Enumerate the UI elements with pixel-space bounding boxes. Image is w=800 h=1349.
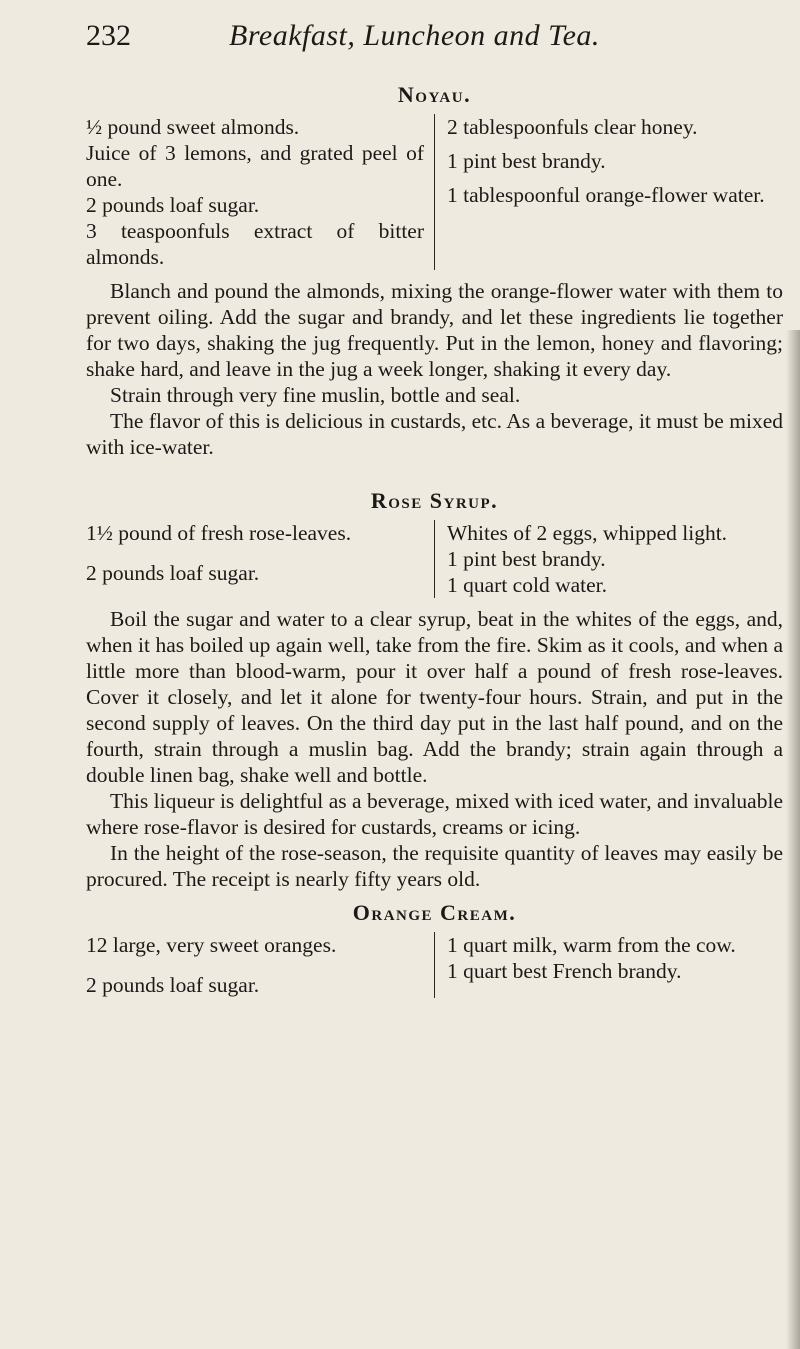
ingredient-item: 1 tablespoonful orange-flower water. [447, 183, 765, 207]
ingredients-right-column [434, 520, 783, 598]
ingredient-item: Whites of 2 eggs, whipped light. [447, 521, 728, 545]
instruction-paragraph: Blanch and pound the almonds, mixing the orange-flower water with them to prevent oiling. Add the sugar and brandy, and let these ingredients lie together for two days, shaking the jug frequently. Put in the lemon, honey and flavoring; shake hard, and leave in the jug a week longer, shaking it every day. [86, 279, 783, 381]
ingredient-item: 2 pounds loaf sugar. [86, 193, 260, 217]
ingredient-item: 1 pint best brandy. [447, 149, 606, 173]
ingredients-list [86, 114, 783, 270]
instruction-paragraph: Boil the sugar and water to a clear syrup, beat in the whites of the eggs, and, when it has boiled up again well, take from the fire. Skim as it cools, and when a little more than blood-warm, pour it over half a pound of fresh rose-leaves. Cover it closely, and let it alone for twenty-four hours. Strain, and put in the second supply of leaves. On the third day put in the last half pound, and on the fourth, strain through a muslin bag. Add the brandy; strain again through a double linen bag, shake well and bottle. [86, 607, 783, 787]
ingredients-list [86, 932, 783, 998]
ingredient-item: 1 quart milk, warm from the cow. [447, 933, 736, 957]
page-number: 232 [86, 19, 131, 52]
ingredient-item: 2 tablespoonfuls clear honey. [447, 115, 698, 139]
ingredients-right-column [434, 114, 783, 270]
ingredient-item: 1 quart best French brandy. [447, 959, 682, 983]
ingredient-item: ½ pound sweet almonds. [86, 115, 300, 139]
instruction-paragraph: The flavor of this is delicious in custards, etc. As a beverage, it must be mixed with ice-water. [86, 409, 783, 459]
instruction-paragraph: Strain through very fine muslin, bottle and seal. [110, 383, 521, 407]
ingredient-item: 2 pounds loaf sugar. [86, 561, 260, 585]
ingredients-left-column [86, 932, 434, 998]
section-spacer [86, 460, 783, 486]
recipe-title: Orange Cream. [352, 900, 517, 925]
recipe-rose-syrup [86, 486, 783, 892]
page-edge-shadow [786, 330, 800, 1349]
recipe-noyau [86, 80, 783, 460]
ingredient-item: Juice of 3 lemons, and grated peel of one. [86, 141, 424, 191]
instruction-paragraph: In the height of the rose-season, the requisite quantity of leaves may easily be procured. The receipt is nearly fifty years old. [86, 841, 783, 891]
ingredient-item: 12 large, very sweet oranges. [86, 933, 337, 957]
page-header [86, 16, 786, 56]
running-title: Breakfast, Luncheon and Tea. [229, 19, 600, 52]
ingredients-list [86, 520, 783, 598]
instruction-paragraph: This liqueur is delightful as a beverage, mixed with iced water, and invaluable where rose-flavor is desired for custards, creams or icing. [86, 789, 783, 839]
ingredients-right-column [434, 932, 783, 998]
recipe-title: Noyau. [397, 82, 472, 107]
ingredient-item: 1½ pound of fresh rose-leaves. [86, 521, 352, 545]
ingredient-item: 1 pint best brandy. [447, 547, 606, 571]
recipe-orange-cream [86, 898, 783, 998]
ingredients-left-column [86, 520, 434, 598]
page-content [86, 80, 783, 1006]
recipe-title: Rose Syrup. [370, 488, 499, 513]
ingredient-item: 1 quart cold water. [447, 573, 608, 597]
ingredient-item: 2 pounds loaf sugar. [86, 973, 260, 997]
ingredient-item: 3 teaspoonfuls extract of bitter almonds. [86, 219, 424, 269]
ingredients-left-column [86, 114, 434, 270]
